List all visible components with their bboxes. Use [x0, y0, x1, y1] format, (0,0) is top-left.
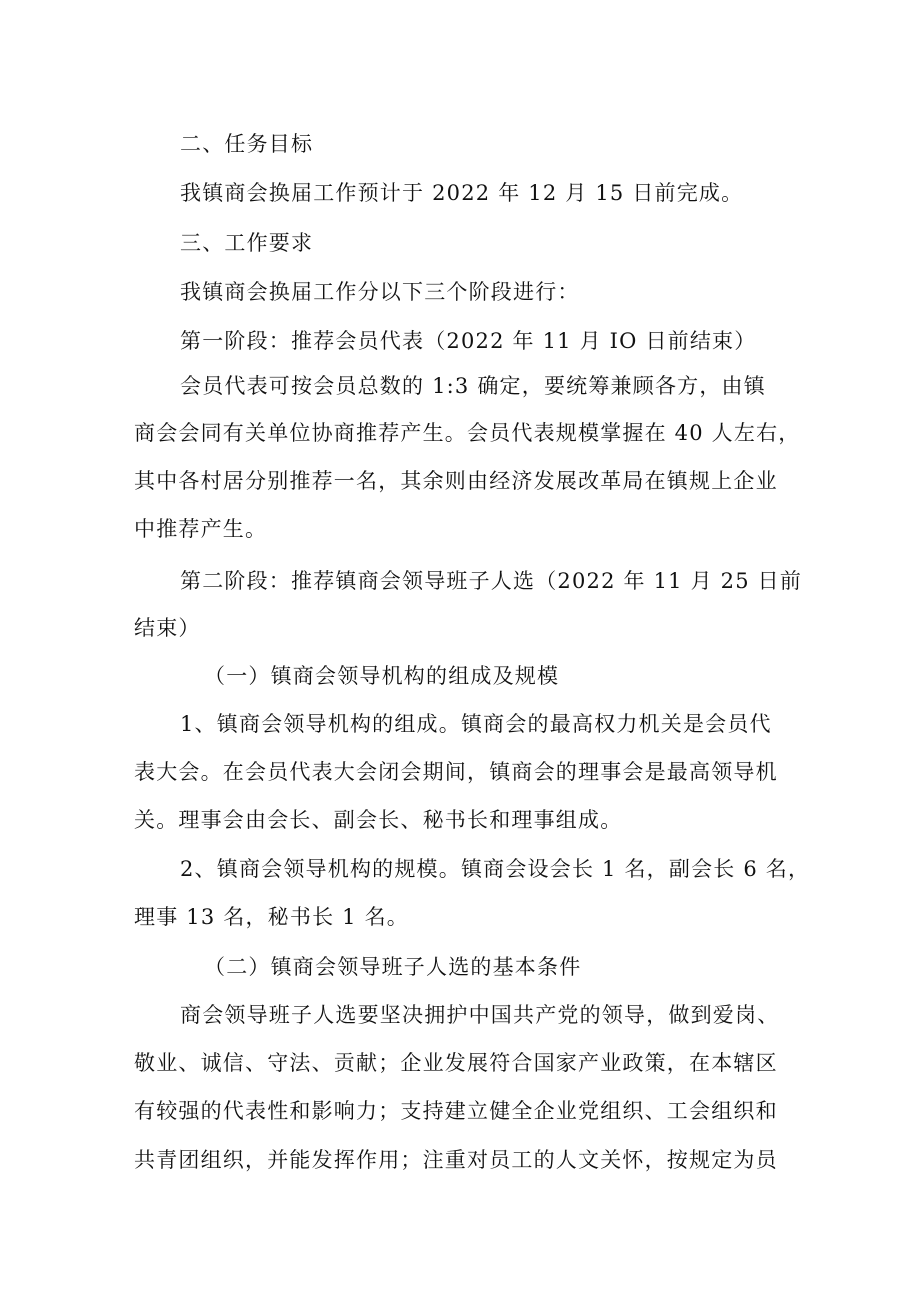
subheading-structure: （一）镇商会领导机构的组成及规模 — [204, 664, 560, 688]
paragraph-line: 表大会。在会员代表大会闭会期间，镇商会的理事会是最高领导机 — [134, 760, 778, 784]
paragraph-line: 共青团组织，并能发挥作用；注重对员工的人文关怀，按规定为员 — [134, 1148, 778, 1172]
stage-two-heading: 第二阶段：推荐镇商会领导班子人选（2022 年 11 月 25 日前 — [180, 569, 803, 593]
subheading-conditions: （二）镇商会领导班子人选的基本条件 — [204, 955, 582, 979]
paragraph-line: 有较强的代表性和影响力；支持建立健全企业党组织、工会组织和 — [134, 1099, 778, 1123]
paragraph-line: 结束） — [134, 616, 201, 640]
paragraph-line: 商会领导班子人选要坚决拥护中国共产党的领导，做到爱岗、 — [180, 1003, 780, 1027]
paragraph-line: 我镇商会换届工作分以下三个阶段进行： — [180, 280, 580, 304]
paragraph-line: 关。理事会由会长、副会长、秘书长和理事组成。 — [134, 808, 623, 832]
paragraph-line: 商会会同有关单位协商推荐产生。会员代表规模掌握在 40 人左右， — [134, 421, 801, 445]
paragraph-line: 理事 13 名，秘书长 1 名。 — [134, 905, 409, 929]
paragraph-line: 中推荐产生。 — [134, 517, 268, 541]
heading-work-requirements: 三、工作要求 — [180, 231, 314, 255]
stage-one-heading: 第一阶段：推荐会员代表（2022 年 11 月 IO 日前结束） — [180, 329, 757, 353]
heading-task-goal: 二、任务目标 — [180, 132, 314, 156]
paragraph-line: 1、镇商会领导机构的组成。镇商会的最高权力机关是会员代 — [180, 712, 772, 736]
paragraph-line: 敬业、诚信、守法、贡献；企业发展符合国家产业政策，在本辖区 — [134, 1051, 778, 1075]
paragraph-line: 2、镇商会领导机构的规模。镇商会设会长 1 名，副会长 6 名， — [180, 857, 811, 881]
paragraph-line: 会员代表可按会员总数的 1:3 确定，要统筹兼顾各方，由镇 — [180, 374, 766, 398]
paragraph-line: 其中各村居分别推荐一名，其余则由经济发展改革局在镇规上企业 — [134, 469, 778, 493]
paragraph-line: 我镇商会换届工作预计于 2022 年 12 月 15 日前完成。 — [180, 181, 744, 205]
